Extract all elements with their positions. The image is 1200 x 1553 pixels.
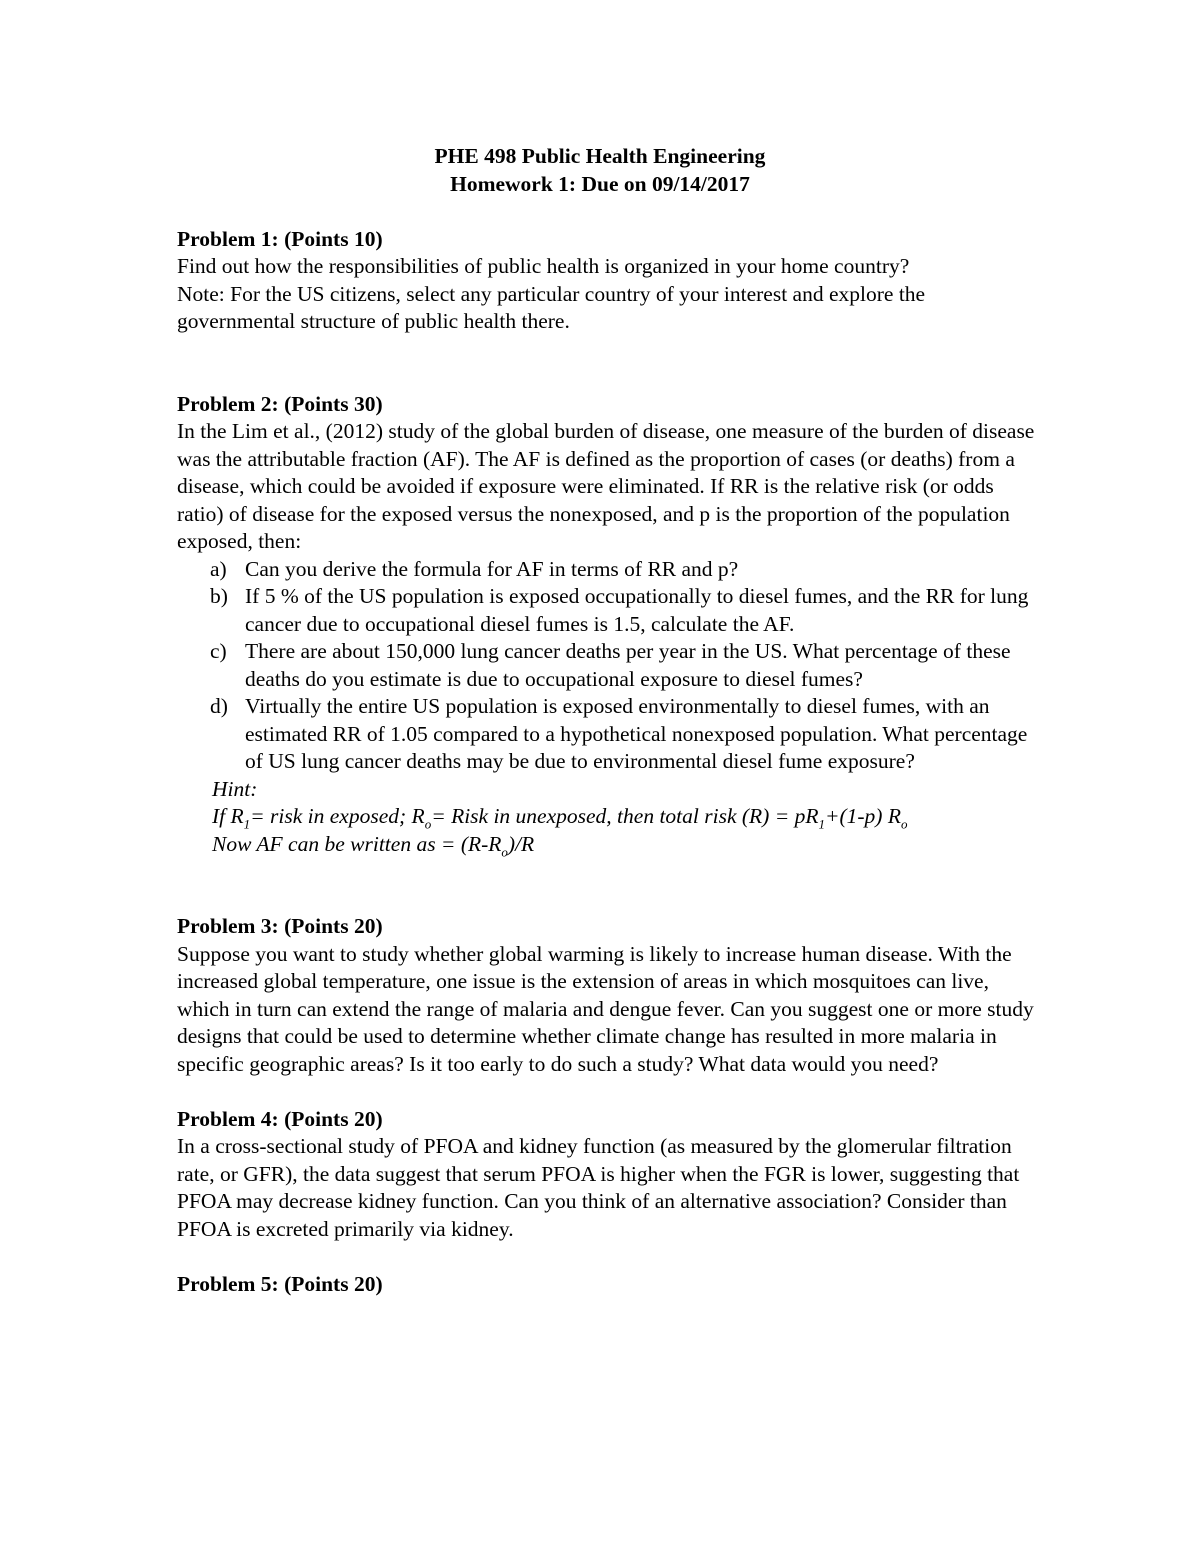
subquestion-label: c) [210, 639, 227, 663]
subquestion-label: a) [210, 556, 227, 581]
spacer [177, 1078, 1037, 1106]
hint-label: Hint: [212, 776, 258, 801]
problem-5 [177, 1271, 1037, 1299]
course-title: PHE 498 Public Health Engineering [434, 144, 766, 168]
hint-formula-line-2: Now AF can be written as = $(R-R_o)/R$ [212, 831, 535, 859]
problem-2-subquestions [177, 556, 1037, 776]
problem-4 [177, 1106, 1037, 1244]
problem-1-text: Find out how the responsibilities of public health is organized in your home country? [177, 254, 910, 278]
problem-4-heading: Problem 4: (Points 20) [177, 1106, 383, 1131]
problem-3-text: Suppose you want to study whether global warming is likely to increase human disease. With the increased global temperature, one issue is the extension of areas in which mosquitoes can live, which in turn can extend the range of malaria and dengue fever. Can you suggest one or more study designs that could be used to determine whether climate change has resulted in more malaria in specific geographic areas? Is it too early to do such a study? What data would you need? [177, 941, 1034, 1076]
spacer [177, 1243, 1037, 1271]
problem-3-heading: Problem 3: (Points 20) [177, 914, 383, 938]
subquestion-label: d) [210, 694, 228, 718]
homework-title: Homework 1: Due on 09/14/2017 [450, 171, 750, 196]
subquestion-b [177, 583, 1037, 638]
problem-2 [177, 391, 1037, 859]
spacer [177, 198, 1037, 226]
problem-2-text: In the Lim et al., (2012) study of the global burden of disease, one measure of the burden of disease was the attributable fraction (AF). The AF is defined as the proportion of cases (or deaths) from a disease, which could be avoided if exposure were eliminated. If RR is the relative risk (or odds ratio) of disease for the exposed versus the nonexposed, and p is the proportion of the population exposed, then: [177, 419, 1035, 553]
subquestion-a [177, 556, 1037, 584]
hint-formula-line-1: If $R_1=$ risk in exposed; $R_o=$ Risk in unexposed, then total risk $(R) = pR_1+(1-p)$ $R_o$ [212, 804, 908, 832]
subquestion-text: Can you derive the formula for AF in terms of RR and p? [245, 556, 739, 581]
subquestion-text: There are about 150,000 lung cancer deaths per year in the US. What percentage of these deaths do you estimate is due to occupational exposure to diesel fumes? [245, 639, 1011, 691]
problem-1-note: Note: For the US citizens, select any particular country of your interest and explore the governmental structure of public health there. [177, 281, 926, 333]
subquestion-text: Virtually the entire US population is exposed environmentally to diesel fumes, with an estimated RR of 1.05 compared to a hypothetical nonexposed population. What percentage of US lung cancer deaths may be due to environmental diesel fume exposure? [245, 694, 1028, 773]
problem-5-heading: Problem 5: (Points 20) [177, 1271, 383, 1296]
problem-2-heading: Problem 2: (Points 30) [177, 391, 383, 416]
hint-block [177, 776, 1037, 859]
subquestion-c [177, 638, 1037, 693]
subquestion-text: If 5 % of the US population is exposed occupationally to diesel fumes, and the RR for lung cancer due to occupational diesel fumes is 1.5, calculate the AF. [245, 584, 1029, 636]
spacer [177, 858, 1037, 913]
spacer [177, 336, 1037, 391]
subquestion-label: b) [210, 584, 228, 608]
problem-3 [177, 913, 1037, 1078]
problem-1 [177, 226, 1037, 336]
document-content [177, 143, 1037, 1298]
problem-4-text: In a cross-sectional study of PFOA and kidney function (as measured by the glomerular filtration rate, or GFR), the data suggest that serum PFOA is higher when the FGR is lower, suggesting that PFOA may decrease kidney function. Can you think of an alternative association? Consider than PFOA is excreted primarily via kidney. [177, 1134, 1020, 1241]
subquestion-d [177, 693, 1037, 776]
problem-1-heading: Problem 1: (Points 10) [177, 226, 383, 251]
